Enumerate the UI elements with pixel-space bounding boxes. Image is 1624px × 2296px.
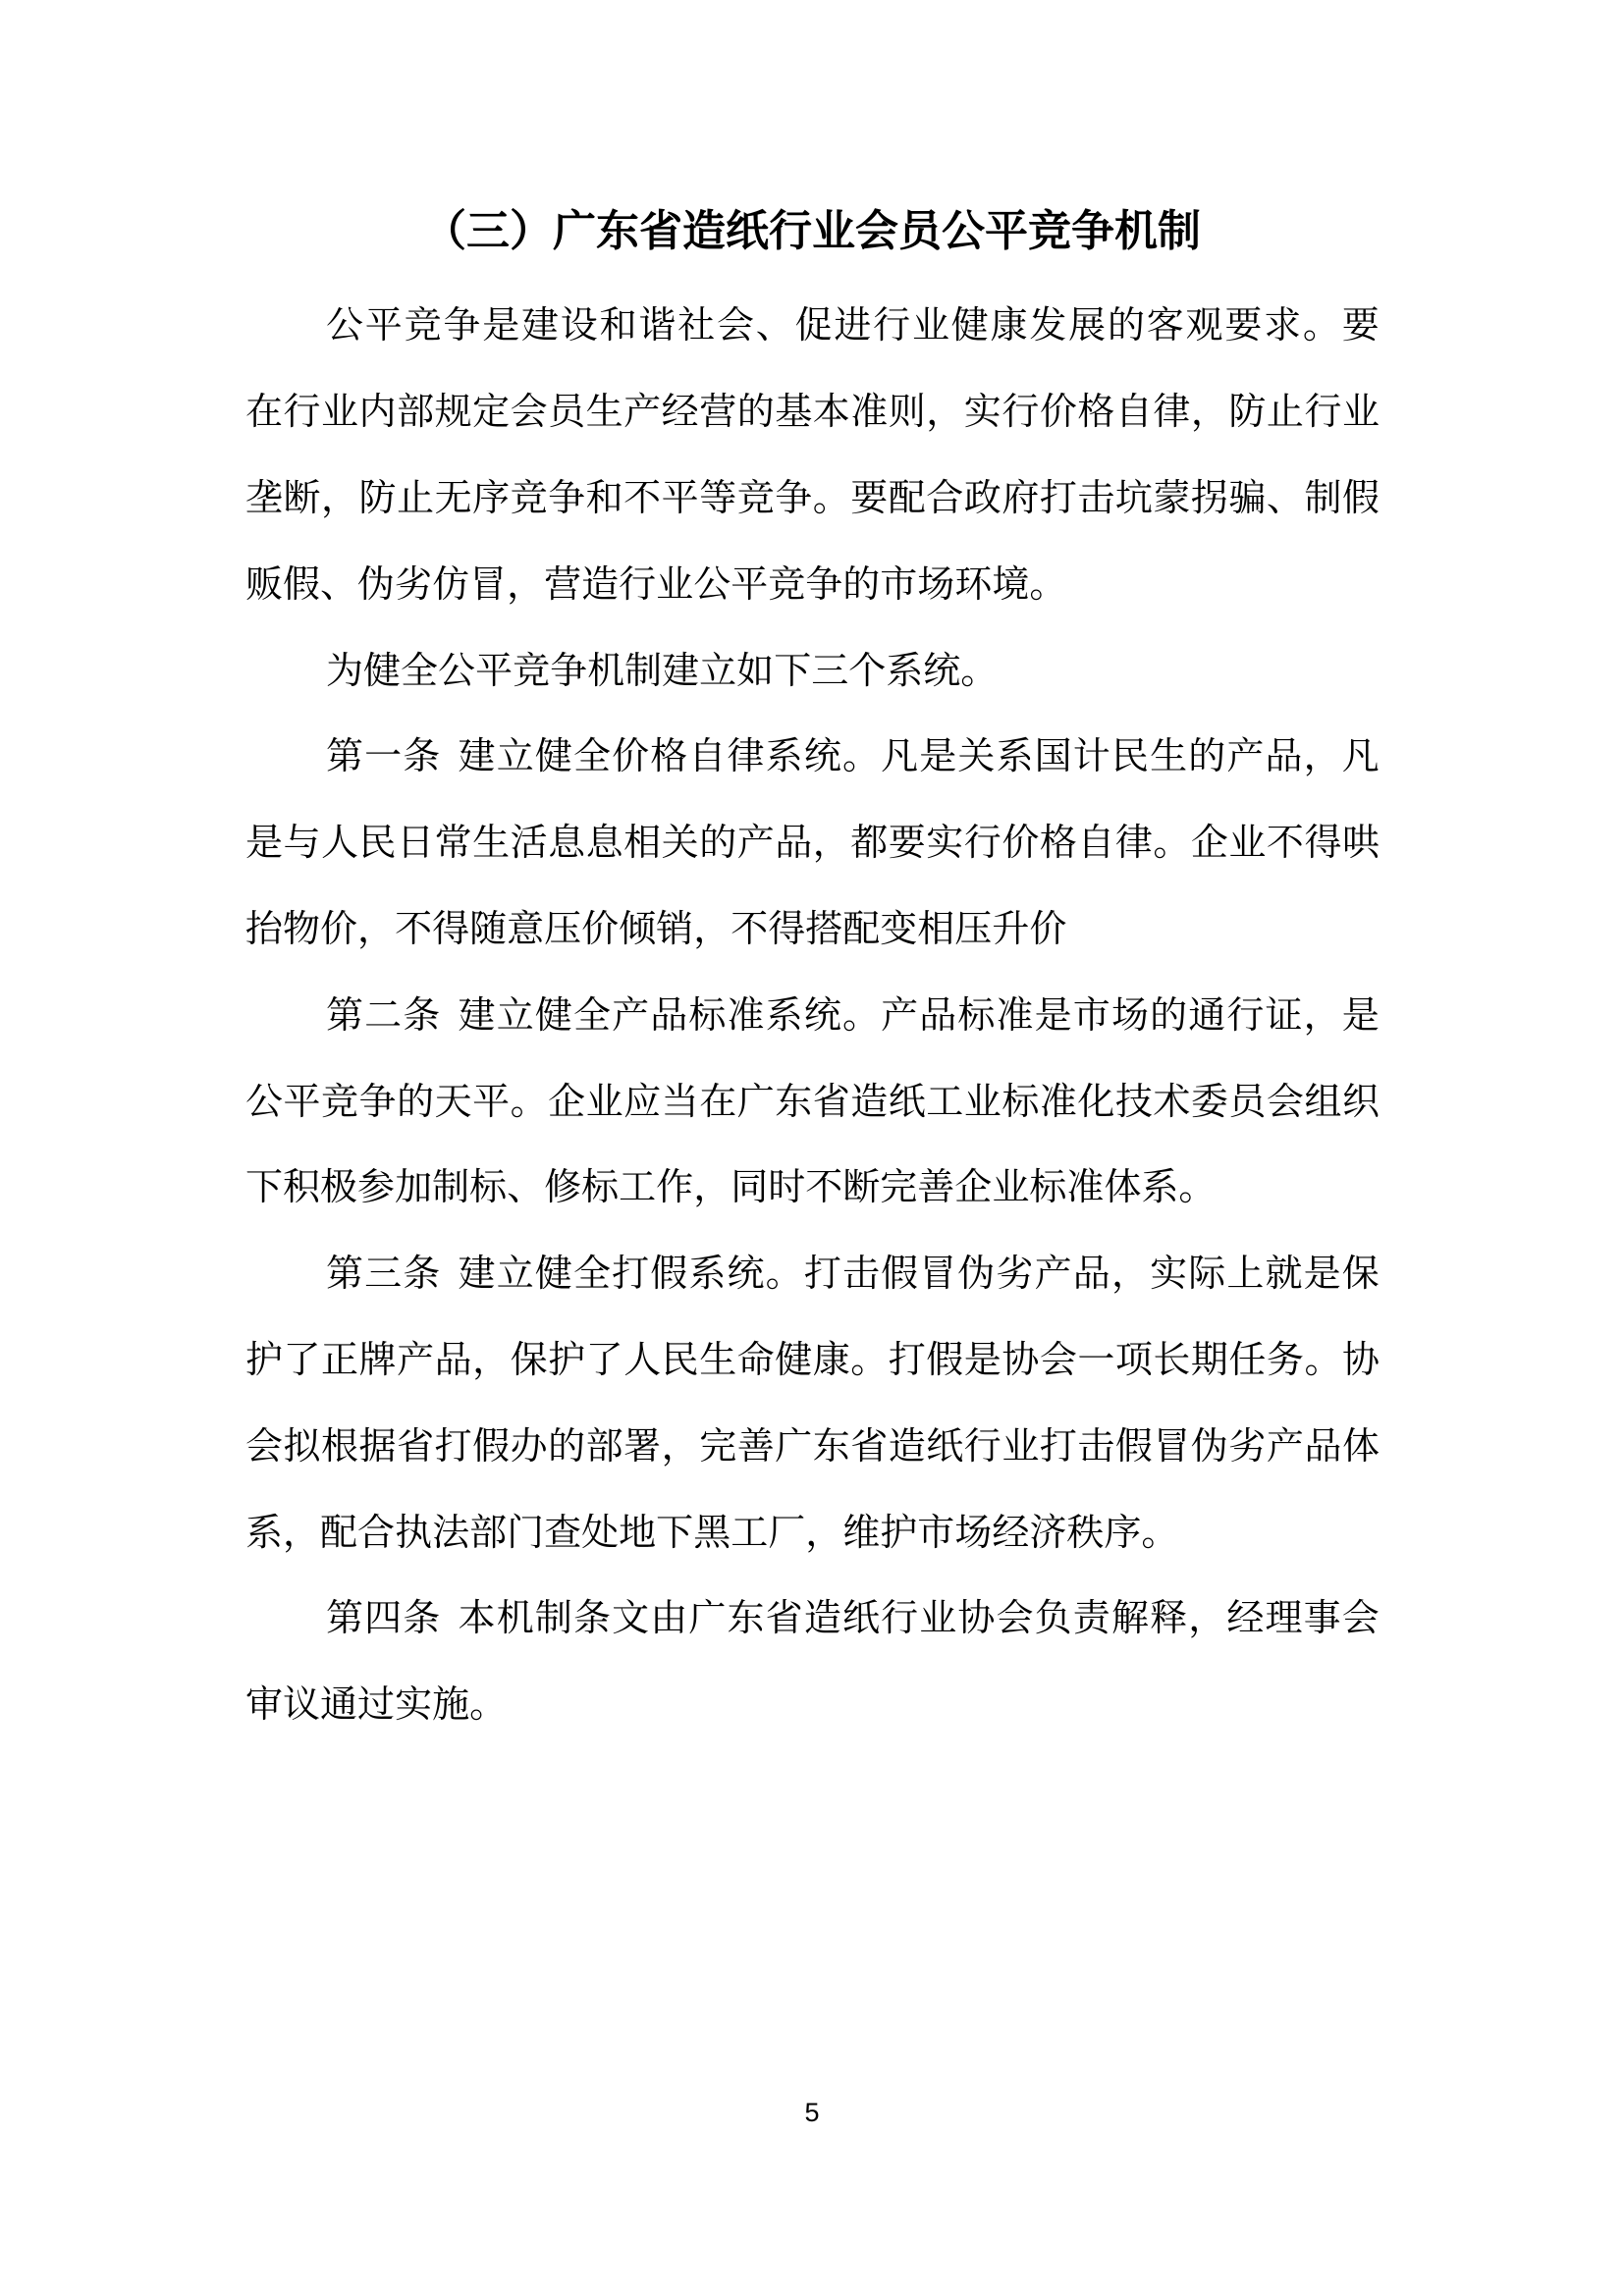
section-title: （三）广东省造纸行业会员公平竞争机制 xyxy=(423,207,1201,255)
text-line: 是 与 人 民 日 常 生 活 息 息 相 关 的 产 品 ， 都 要 实 行 价 格 自 律 。 企 业 不 得 哄 xyxy=(245,823,1380,865)
paragraph xyxy=(245,1572,1380,1744)
text-line: 第 四 条 本 机 制 条 文 由 广 东 省 造 纸 行 业 协 会 负 责 解 释 ， 经 理 事 会 xyxy=(326,1598,1380,1640)
paragraph xyxy=(245,968,1380,1226)
text-line: 公 平 竞 争 的 天 平 。 企 业 应 当 在 广 东 省 造 纸 工 业 标 准 化 技 术 委 员 会 组 织 xyxy=(245,1081,1380,1123)
text-line: 第 三 条 建 立 健 全 打 假 系 统 。 打 击 假 冒 伪 劣 产 品 ， 实 际 上 就 是 保 xyxy=(326,1254,1380,1296)
text-line: 抬 物 价 ， 不 得 随 意 压 价 倾 销 ， 不 得 搭 配 变 相 压 升 价 xyxy=(245,908,1067,950)
text-line: 护 了 正 牌 产 品 ， 保 护 了 人 民 生 命 健 康 。 打 假 是 协 会 一 项 长 期 任 务 。 协 xyxy=(245,1339,1380,1381)
text-line: 第 一 条 建 立 健 全 价 格 自 律 系 统 。 凡 是 关 系 国 计 民 生 的 产 品 ， 凡 xyxy=(326,736,1380,778)
paragraph xyxy=(245,623,1380,710)
text-line: 垄 断 ， 防 止 无 序 竞 争 和 不 平 等 竞 争 。 要 配 合 政 府 打 击 坑 蒙 拐 骗 、 制 假 xyxy=(245,477,1380,519)
text-line: 公 平 竞 争 是 建 设 和 谐 社 会 、 促 进 行 业 健 康 发 展 的 客 观 要 求 。 要 xyxy=(326,305,1380,347)
paragraph xyxy=(245,1227,1380,1572)
text-line: 审 议 通 过 实 施 。 xyxy=(245,1684,508,1727)
document-body xyxy=(245,279,1380,1744)
text-line: 会 拟 根 据 省 打 假 办 的 部 署 ， 完 善 广 东 省 造 纸 行 业 打 击 假 冒 伪 劣 产 品 体 xyxy=(245,1425,1380,1468)
text-line: 第 二 条 建 立 健 全 产 品 标 准 系 统 。 产 品 标 准 是 市 场 的 通 行 证 ， 是 xyxy=(326,994,1380,1037)
page-number: 5 xyxy=(804,2098,820,2127)
text-line: 系 ， 配 合 执 法 部 门 查 处 地 下 黑 工 厂 ， 维 护 市 场 经 济 秩 序 。 xyxy=(245,1512,1179,1554)
text-line: 贩 假 、 伪 劣 仿 冒 ， 营 造 行 业 公 平 竞 争 的 市 场 环 境 。 xyxy=(245,563,1067,606)
paragraph xyxy=(245,710,1380,968)
text-line: 为 健 全 公 平 竞 争 机 制 建 立 如 下 三 个 系 统 。 xyxy=(326,650,999,692)
text-line: 下 积 极 参 加 制 标 、 修 标 工 作 ， 同 时 不 断 完 善 企 业 标 准 体 系 。 xyxy=(245,1167,1217,1209)
text-line: 在 行 业 内 部 规 定 会 员 生 产 经 营 的 基 本 准 则 ， 实 行 价 格 自 律 ， 防 止 行 业 xyxy=(245,392,1380,434)
paragraph xyxy=(245,279,1380,623)
